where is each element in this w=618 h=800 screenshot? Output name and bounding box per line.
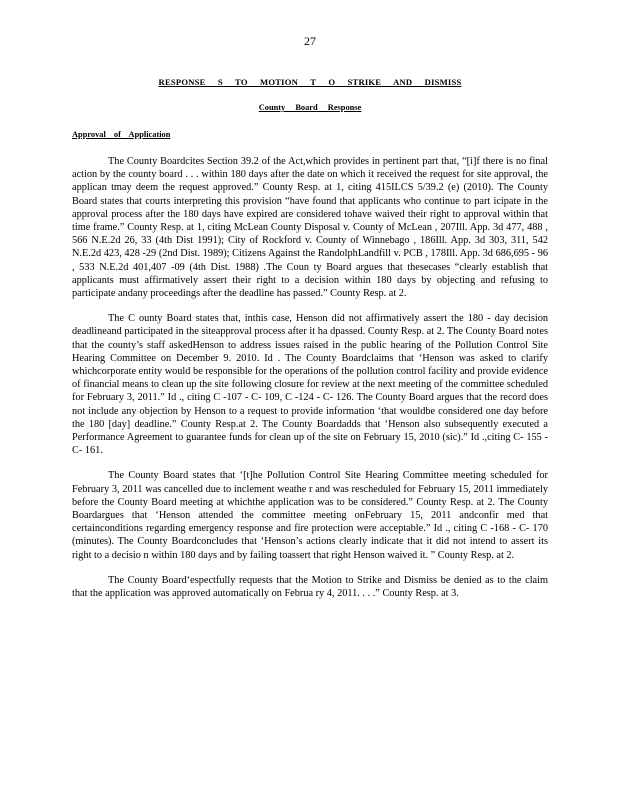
section-heading-text: Approval of Application [72, 130, 171, 139]
paragraph-1: The County Boardcites Section 39.2 of the Act,which provides in pertinent part that, “[i]f there is no final action by the county board . . . within 180 days after the date on which it received the request for site approval, the applican tmay deem the request approved.” County Resp. at 1, citing 415ILCS 5/39.2 (e) (2010). The County Board states that courts interpreting this provision “have found that applicants who continue to part icipate in the approval process after the 180 days have expired are considered tohave waived their right to approval within that time frame.” County Resp. at 1, citing McLean County Disposal v. County of McLean , 207Ill. App. 3d 477, 488 , 566 N.E.2d 26, 33 (4th Dist 1991); City of Rockford v. County of Winnebago , 186Ill. App. 3d 303, 311, 542 N.E.2d 423, 428 -29 (2nd Dist. 1989); Citizens Against the RandolphLandfill v. PCB , 178Ill. App. 3d 686,695 - 96 , 533 N.E.2d 401,407 -09 (4th Dist. 1988) .The Coun ty Board argues that thesecases “clearly establish that applicants must affirmatively assert their right to a decision within 180 days by objecting and refusing to participate andany proceedings after the deadline has passed.” County Resp. at 2. [72, 156, 548, 300]
paragraph-4: The County Board‘espectfully requests that the Motion to Strike and Dismiss be denied as to the claim that the application was approved automatically on Februa ry 4, 2011. . . .” County Resp. at 3. [72, 574, 548, 600]
sub-heading [72, 103, 548, 112]
sub-heading-text: County Board Response [258, 103, 362, 112]
paragraph-3: The County Board states that ‘[t]he Pollution Control Site Hearing Committee meeting scheduled for February 3, 2011 was cancelled due to inclement weathe r and was rescheduled for February 15, 2011 immediately before the County Board meeting at whichthe application was to be considered.” County Resp. at 2. The County Boardargues that ‘Henson attended the committee meeting onFebruary 15, 2011 andconfir med that certainconditions regarding emergency response and fire protection were acceptable.” Id ., citing C -168 - C- 170 (minutes). The County Boardconcludes that ‘Henson’s actions clearly indicate that it did not intend to assert its right to a decisio n within 180 days and by failing toassert that right Henson waived it. ” County Resp. at 2. [72, 470, 548, 561]
paragraph-2: The C ounty Board states that, inthis case, Henson did not affirmatively assert the 180 - day decision deadlineand participated in the siteapproval process after it ha dpassed. County Resp. at 2. The County Board notes that the county’s staff askedHenson to address issues raised in the public hearing of the Pollution Control Site Hearing Committee on December 9. 2010. Id . The County Boardclaims that ‘Henson was asked to clarify whichcorporate entity would be responsible for the operations of the pollution control facility and provide evidence of financial means to clean up the site following closure for review at the next meeting of the committee scheduled for February 3, 2011.” Id ., citing C -107 - C- 109, C -124 - C- 126. The County Board argues that the record does not include any objection by Henson to a request to provide information ‘that wouldbe considered one day before the 180 [day] deadline.” County Resp.at 2. The County Boardadds that ‘Henson also subsequently executed a Performance Agreement to guarantee funds for clean up of the site on February 15, 2010 (sic).” Id .,citing C- 155 - C- 161. [72, 313, 548, 457]
section-heading [72, 130, 548, 139]
page-number: 27 [304, 34, 316, 48]
main-heading-text: RESPONSE S TO MOTION T O STRIKE AND DISMISS [158, 77, 462, 87]
main-heading [72, 77, 548, 87]
